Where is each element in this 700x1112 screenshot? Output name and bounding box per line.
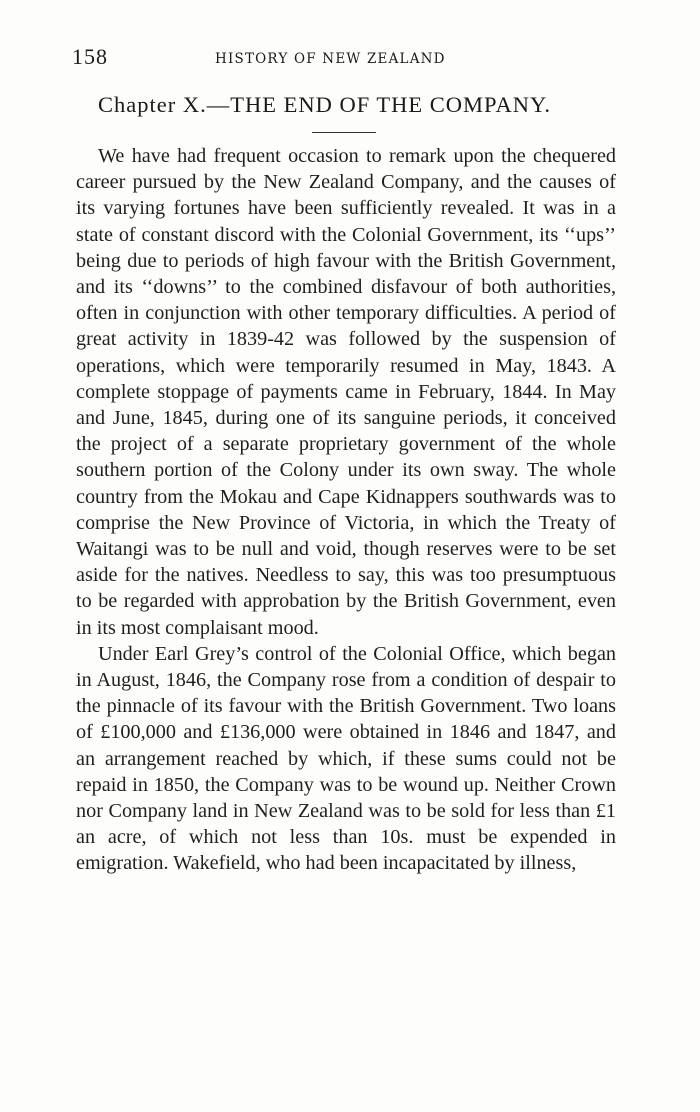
body-text bbox=[76, 143, 616, 877]
paragraph: We have had frequent occasion to remark upon the chequered career pursued by the New Zealand Company, and the causes of its varying fortunes have been sufficiently revealed. It was in a state of constant discord with the Colonial Government, its ‘‘ups’’ being due to periods of high favour with the British Government, and its ‘‘downs’’ to the combined disfavour of both authorities, often in conjunction with other temporary difficulties. A period of great activity in 1839-42 was followed by the suspension of operations, which were temporarily resumed in May, 1843. A complete stoppage of payments came in February, 1844. In May and June, 1845, during one of its sanguine periods, it conceived the project of a separate proprietary government of the whole southern portion of the Colony under its own sway. The whole country from the Mokau and Cape Kidnappers southwards was to comprise the New Province of Victoria, in which the Treaty of Waitangi was to be null and void, though reserves were to be set aside for the natives. Needless to say, this was too presumptuous to be regarded with approbation by the British Government, even in its most complaisant mood. bbox=[76, 145, 616, 639]
chapter-heading: Chapter X.—THE END OF THE COMPANY. bbox=[98, 92, 551, 117]
heading-divider bbox=[312, 132, 376, 133]
paragraph: Under Earl Grey’s control of the Colonial Office, which began in August, 1846, the Company rose from a condition of despair to the pinnacle of its favour with the British Government. Two loans of £100,000 and £136,000 were obtained in 1846 and 1847, and an arrangement reached by which, if these sums could not be repaid in 1850, the Company was to be wound up. Neither Crown nor Company land in New Zealand was to be sold for less than £1 an acre, of which not less than 10s. must be expended in emigration. Wakefield, who had been incapacitated by illness, bbox=[76, 642, 616, 875]
running-head bbox=[72, 44, 622, 74]
book-title: HISTORY OF NEW ZEALAND bbox=[215, 51, 446, 67]
page-number: 158 bbox=[72, 44, 108, 69]
